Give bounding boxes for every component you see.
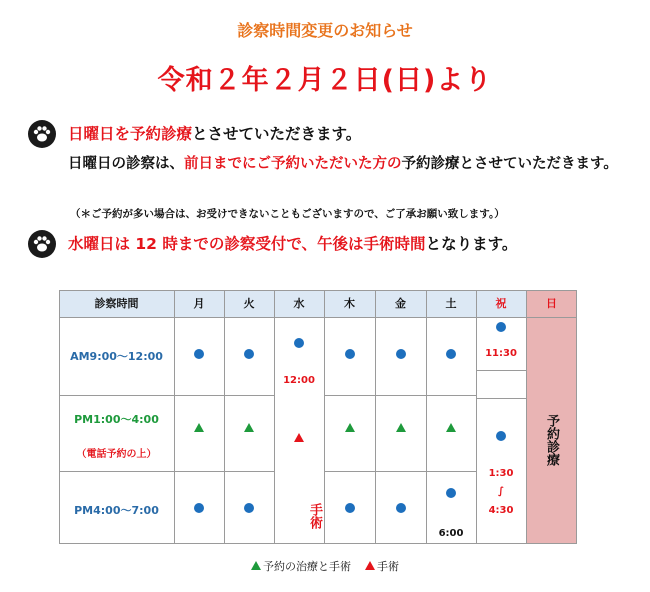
holiday-pm-end: 4:30 (488, 505, 514, 516)
row-label-am: AM9:00～12:00 (70, 350, 163, 363)
wednesday-notice-highlight: 水曜日は 12 時までの診察受付で、午後は手術時間 (68, 235, 426, 253)
schedule-table (59, 290, 577, 544)
header-sun: 日 (546, 297, 557, 310)
pm1-tue-triangle (244, 423, 254, 432)
am-holiday-dot (496, 322, 506, 332)
pm4-thu-dot (345, 503, 355, 513)
wednesday-notice (68, 232, 517, 254)
header-tue: 火 (243, 297, 255, 310)
am-thu-dot (345, 349, 355, 359)
wed-surgery-label: 手術 (307, 503, 322, 529)
reservation-note: （＊ご予約が多い場合は、お受けできないこともございますので、ご了承お願い致します。） (70, 208, 505, 220)
legend-red-label: 手術 (377, 560, 399, 573)
am-mon-dot (194, 349, 204, 359)
sunday-notice (68, 122, 361, 144)
header-fri: 金 (395, 297, 406, 310)
pm4-fri-dot (396, 503, 406, 513)
sunday-detail-b: 予約診療とさせていただきます。 (401, 156, 618, 172)
row-label-pm1-note: （電話予約の上） (76, 449, 157, 460)
pm4-sat-dot (446, 488, 456, 498)
row-label-pm4: PM4:00～7:00 (74, 504, 159, 517)
headline-date: 令和２年２月２日(日)より (157, 65, 493, 96)
red-triangle-icon (365, 561, 375, 570)
sat-end-time: 6:00 (438, 528, 464, 539)
paw-icon (28, 120, 56, 148)
sunday-detail (68, 153, 628, 175)
header-holiday: 祝 (495, 297, 507, 310)
sunday-detail-a: 日曜日の診察は、 (68, 156, 184, 172)
sunday-notice-rest: とさせていただきます。 (192, 125, 362, 143)
notice-title: 診察時間変更のお知らせ (237, 21, 413, 40)
sunday-notice-highlight: 日曜日を予約診療 (68, 125, 193, 143)
legend-green-label: 予約の治療と手術 (263, 560, 351, 573)
pm1-mon-triangle (194, 423, 204, 432)
legend (0, 558, 650, 574)
row-label-pm1: PM1:00～4:00 (74, 413, 159, 426)
holiday-pm-sep: ∫ (497, 486, 505, 497)
pm4-tue-dot (244, 503, 254, 513)
header-thu: 木 (344, 297, 355, 310)
pm1-fri-triangle (396, 423, 406, 432)
pm4-mon-dot (194, 503, 204, 513)
sunday-detail-highlight: 前日までにご予約いただいた方の (184, 156, 402, 172)
sunday-reservation-label: 予約診療 (544, 414, 559, 466)
pm1-thu-triangle (345, 423, 355, 432)
header-sat: 土 (445, 297, 457, 310)
holiday-am-end: 11:30 (485, 348, 517, 359)
wed-end-time: 12:00 (283, 375, 315, 386)
am-fri-dot (396, 349, 406, 359)
paw-icon (28, 230, 56, 258)
am-tue-dot (244, 349, 254, 359)
wednesday-notice-rest: となります。 (425, 235, 518, 253)
header-wed: 水 (293, 297, 305, 310)
am-sat-dot (446, 349, 456, 359)
header-time: 診察時間 (94, 297, 139, 310)
pm-holiday-dot (496, 431, 506, 441)
pm1-wed-triangle (294, 433, 304, 442)
holiday-pm-start: 1:30 (488, 468, 514, 479)
green-triangle-icon (251, 561, 261, 570)
pm1-sat-triangle (446, 423, 456, 432)
am-wed-dot (294, 338, 304, 348)
header-mon: 月 (193, 297, 205, 310)
